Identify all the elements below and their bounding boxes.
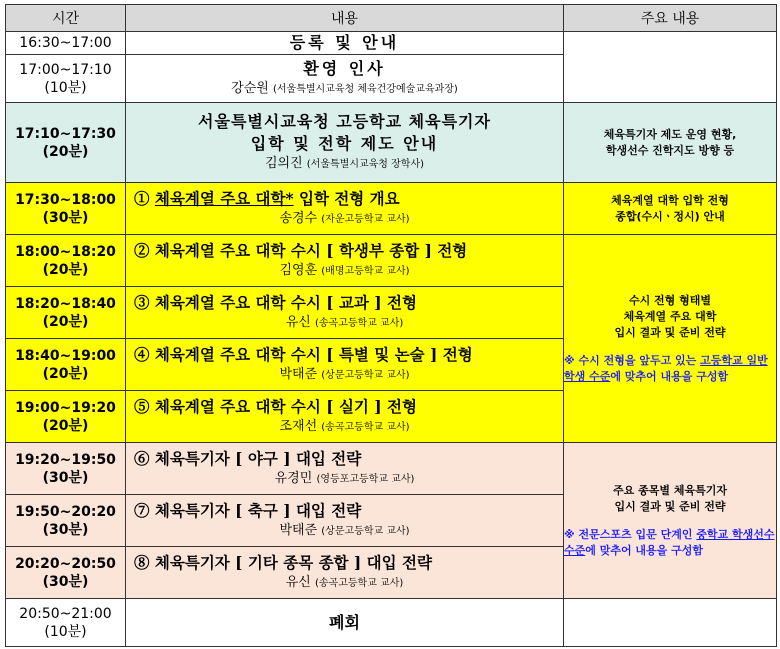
time-cell	[6, 183, 126, 235]
main-note-remark-post: 에 맞추어 내용을 구성함	[610, 369, 729, 383]
speaker-affiliation: (상문고등학교 교사)	[321, 526, 410, 537]
main-note-remark-underlined: 고등학교 일반학생 수준	[564, 353, 768, 383]
main-cell-empty	[564, 32, 777, 103]
speaker-name: 박태준	[279, 523, 318, 538]
main-note-remark-post: 에 맞추어 내용을 구성함	[585, 543, 704, 557]
main-note-line: 수시 전형 형태별	[628, 293, 712, 307]
content-cell	[126, 443, 564, 495]
schedule-row	[6, 443, 777, 495]
main-cell-empty	[564, 599, 777, 647]
speaker	[126, 155, 563, 174]
time-cell	[6, 32, 126, 55]
time-cell	[6, 443, 126, 495]
schedule-row	[6, 103, 777, 183]
session-title-num: ①	[134, 189, 155, 208]
speaker-affiliation: (자운고등학교 교사)	[321, 214, 410, 225]
header-time: 시간	[6, 5, 126, 32]
time-range: 18:40~19:00	[15, 347, 116, 364]
main-note-remark	[564, 353, 776, 385]
content-cell	[126, 599, 564, 647]
session-title: 환영 인사	[303, 59, 386, 78]
main-note-remark	[564, 527, 776, 559]
content-cell	[126, 339, 564, 391]
time-range: 17:30~18:00	[15, 191, 116, 208]
main-note-line: 주요 종목별 체육특기자	[613, 483, 727, 497]
speaker-affiliation: (상문고등학교 교사)	[321, 370, 410, 381]
time-range: 18:20~18:40	[15, 295, 116, 312]
speaker-name: 김의진	[264, 156, 303, 171]
main-note	[564, 235, 777, 443]
speaker-affiliation: (송곡고등학교 교사)	[315, 578, 404, 589]
schedule-row	[6, 32, 777, 55]
time-duration: (30분)	[42, 521, 89, 538]
speaker	[126, 470, 563, 489]
session-title	[126, 188, 563, 210]
schedule-row	[6, 599, 777, 647]
time-duration: (20분)	[42, 261, 89, 278]
time-range: 17:00~17:10	[19, 61, 112, 78]
content-cell	[126, 391, 564, 443]
speaker-name: 조재선	[279, 419, 318, 434]
time-cell	[6, 55, 126, 103]
session-title-underlined: 체육계열 주요 대학*	[154, 189, 294, 208]
time-cell	[6, 235, 126, 287]
time-range: 19:20~19:50	[15, 451, 116, 468]
session-title-line1: 서울특별시교육청 고등학교 체육특기자	[198, 112, 491, 131]
session-title: ⑤ 체육계열 주요 대학 수시 [ 실기 ] 전형	[134, 397, 417, 416]
session-title: ③ 체육계열 주요 대학 수시 [ 교과 ] 전형	[134, 293, 417, 312]
schedule-table	[5, 4, 777, 647]
speaker-affiliation: (서울특별시교육청 체육건강예술교육과장)	[272, 84, 458, 95]
content-cell	[126, 32, 564, 55]
session-title: ② 체육계열 주요 대학 수시 [ 학생부 종합 ] 전형	[134, 241, 468, 260]
speaker-name: 송경수	[279, 211, 318, 226]
session-title: ⑦ 체육특기자 [ 축구 ] 대입 전략	[134, 501, 362, 520]
main-note	[564, 103, 777, 183]
time-cell	[6, 495, 126, 547]
content-cell	[126, 55, 564, 103]
speaker	[126, 574, 563, 593]
time-range: 18:00~18:20	[15, 243, 116, 260]
main-note-remark-pre: ※ 전문스포츠 입문 단계인	[564, 527, 697, 541]
speaker-name: 김영훈	[279, 263, 318, 278]
main-note	[564, 183, 777, 235]
speaker-name: 박태준	[279, 367, 318, 382]
speaker	[126, 314, 563, 333]
main-note-line: 입시 결과 및 준비 전략	[614, 325, 726, 339]
schedule-row	[6, 235, 777, 287]
time-cell	[6, 103, 126, 183]
content-cell	[126, 103, 564, 183]
main-note-line: 학생선수 진학지도 방향 등	[605, 143, 735, 157]
time-cell	[6, 287, 126, 339]
time-range: 17:10~17:30	[15, 125, 116, 142]
session-title: 등록 및 안내	[289, 33, 400, 52]
header-content: 내용	[126, 5, 564, 32]
time-duration: (20분)	[42, 417, 89, 434]
time-range: 20:20~20:50	[15, 555, 116, 572]
main-note-line: 체육특기자 제도 운영 현황,	[603, 127, 737, 141]
time-range: 19:50~20:20	[15, 503, 116, 520]
time-range: 20:50~21:00	[19, 605, 112, 622]
speaker-affiliation: (송곡고등학교 교사)	[315, 318, 404, 329]
time-cell	[6, 547, 126, 599]
speaker-name: 유신	[285, 575, 311, 590]
main-note-line: 체육계열 주요 대학	[623, 309, 717, 323]
main-note-remark-pre: ※ 수시 전형을 앞두고 있는	[564, 353, 701, 367]
session-title-line2: 입학 및 전학 제도 안내	[250, 134, 439, 153]
speaker	[126, 262, 563, 281]
time-cell	[6, 339, 126, 391]
content-cell	[126, 547, 564, 599]
time-duration: (30분)	[42, 573, 89, 590]
session-title: 폐회	[329, 612, 360, 632]
time-range: 16:30~17:00	[19, 35, 112, 51]
speaker	[126, 366, 563, 385]
time-duration: (20분)	[42, 365, 89, 382]
main-note-line: 종합(수시ㆍ정시) 안내	[615, 209, 725, 223]
speaker-name: 유신	[285, 315, 311, 330]
content-cell	[126, 495, 564, 547]
speaker-name: 강순원	[231, 81, 269, 96]
content-cell	[126, 287, 564, 339]
speaker	[126, 522, 563, 541]
session-title: ⑧ 체육특기자 [ 기타 종목 종합 ] 대입 전략	[134, 553, 432, 572]
content-cell	[126, 235, 564, 287]
header-main: 주요 내용	[564, 5, 777, 32]
speaker	[126, 418, 563, 437]
session-title: ⑥ 체육특기자 [ 야구 ] 대입 전략	[134, 449, 362, 468]
time-duration: (10분)	[44, 623, 87, 640]
speaker	[126, 80, 563, 99]
speaker-affiliation: (영등포고등학교 교사)	[316, 474, 415, 485]
time-cell	[6, 391, 126, 443]
speaker-affiliation: (배명고등학교 교사)	[321, 266, 410, 277]
time-duration: (20분)	[42, 313, 89, 330]
time-duration: (20분)	[42, 143, 89, 160]
session-title: ④ 체육계열 주요 대학 수시 [ 특별 및 논술 ] 전형	[134, 345, 473, 364]
time-duration: (30분)	[42, 209, 89, 226]
main-note-remark-underlined: 중학교 학생선수 수준	[564, 527, 775, 557]
header-row	[6, 5, 777, 32]
main-note-line: 입시 결과 및 준비 전략	[614, 499, 726, 513]
content-cell	[126, 183, 564, 235]
session-title-rest: 입학 전형 개요	[293, 189, 400, 208]
time-cell	[6, 599, 126, 647]
speaker-affiliation: (서울특별시교육청 장학사)	[306, 159, 425, 170]
speaker-affiliation: (송곡고등학교 교사)	[321, 422, 410, 433]
time-duration: (30분)	[42, 469, 89, 486]
schedule-row	[6, 183, 777, 235]
time-duration: (10분)	[44, 79, 87, 96]
time-range: 19:00~19:20	[15, 399, 116, 416]
main-note-line: 체육계열 대학 입학 전형	[611, 193, 729, 207]
speaker-name: 유경민	[274, 471, 313, 486]
main-note	[564, 443, 777, 599]
speaker	[126, 210, 563, 229]
